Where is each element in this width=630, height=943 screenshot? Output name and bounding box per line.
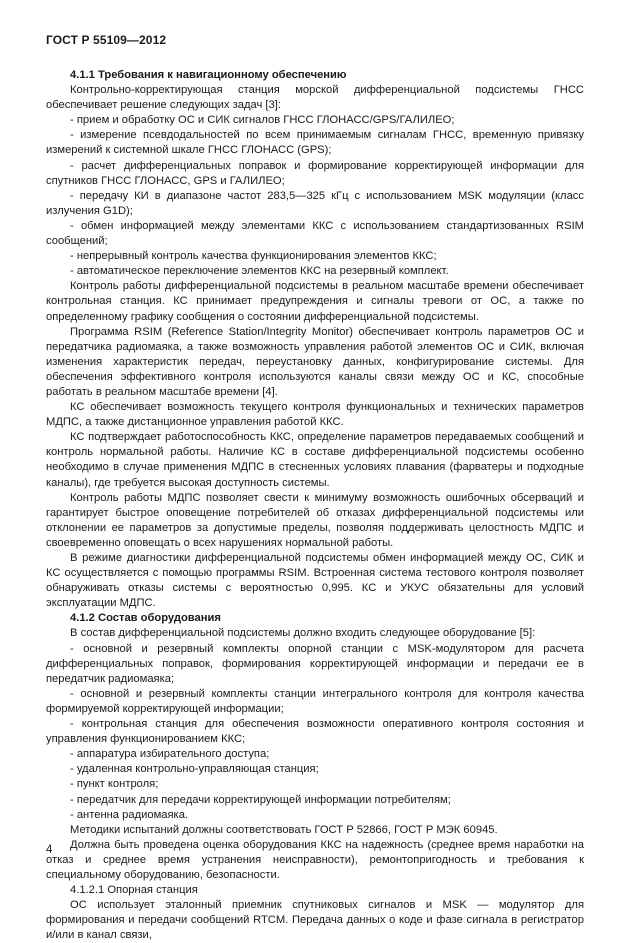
list-item: - передатчик для передачи корректирующей информации потребителям; — [70, 793, 451, 806]
paragraph: КС подтверждает работоспособность ККС, определение параметров передаваемых сообщений и контроль нормальной работы. Наличие КС в составе дифференциальной подсистемы особенно необходимо в случае применения МДПС в стесненных условиях плавания (фарватеры и подходные каналы), где требуется высокая доступность системы. — [46, 431, 584, 489]
section-heading: 4.1.1 Требования к навигационному обеспечению — [70, 69, 347, 81]
list-item: - удаленная контрольно-управляющая станция; — [70, 763, 319, 776]
paragraph: КС обеспечивает возможность текущего контроля функциональных и технических параметров МДПС, а также дистанционное управления работой ККС. — [46, 401, 584, 429]
paragraph: Методики испытаний должны соответствовать ГОСТ Р 52866, ГОСТ Р МЭК 60945. — [70, 823, 498, 836]
list-item: - прием и обработку ОС и СИК сигналов ГНСС ГЛОНАСС/GPS/ГАЛИЛЕО; — [70, 114, 455, 127]
paragraph: Контроль работы дифференциальной подсистемы в реальном масштабе времени обеспечивает контрольная станция. КС принимает предупреждения и сигналы тревоги от ОС, а также по определенному графику сообщения о состоянии дифференциальной подсистемы. — [46, 280, 584, 323]
list-item: - аппаратура избирательного доступа; — [70, 748, 270, 761]
list-item: - контрольная станция для обеспечения возможности оперативного контроля состояния и управления функционированием ККС; — [46, 718, 584, 746]
list-item: - расчет дифференциальных поправок и формирование корректирующей информации для спутников ГНСС ГЛОНАСС, GPS и ГАЛИЛЕО; — [46, 159, 584, 187]
list-item: - передачу КИ в диапазоне частот 283,5—325 кГц с использованием MSK модуляции (класс излучения G1D); — [46, 189, 584, 217]
list-item: - автоматическое переключение элементов ККС на резервный комплект. — [70, 265, 449, 278]
list-item: - пункт контроля; — [70, 778, 159, 791]
list-item: - обмен информацией между элементами ККС с использованием стандартизованных RSIM сообщений; — [46, 219, 584, 248]
list-item: - измерение псевдодальностей по всем принимаемым сигналам ГНСС, временную привязку измерений к системной шкале ГНСС ГЛОНАСС (GPS); — [46, 129, 584, 157]
paragraph: Контроль работы МДПС позволяет свести к минимуму возможность ошибочных обсерваций и гарантирует быстрое оповещение потребителей об отказах дифференциальной подсистемы или отклонении ее параметров за допустимые пределы, позволяя поддерживать целостность МДПС и своевременно оповещать о всех нарушениях нормальной работы. — [46, 491, 584, 549]
page-number: 4 — [46, 844, 53, 856]
paragraph: Должна быть проведена оценка оборудования ККС на надежность (среднее время наработки на отказ и среднее время устранения неисправности), ремонтопригодность и требования к специальному оборудованию, безопасности. — [46, 838, 584, 881]
section-heading: 4.1.2 Состав оборудования — [70, 612, 221, 625]
paragraph: В режиме диагностики дифференциальной подсистемы обмен информацией между ОС, СИК и КС осуществляется с помощью программы RSIM. Встроенная система тестового контроля позволяет обнаруживать отказы системы с вероятностью 0,995. КС и УКУС обязательны для условий эксплуатации МДПС. — [46, 552, 584, 610]
list-item: - антенна радиомаяка. — [70, 808, 189, 821]
document-code-header: ГОСТ Р 55109—2012 — [46, 33, 167, 47]
subsection-heading: 4.1.2.1 Опорная станция — [70, 884, 198, 897]
paragraph: В состав дифференциальной подсистемы должно входить следующее оборудование [5]: — [70, 627, 536, 640]
paragraph: Контрольно-корректирующая станция морской дифференциальной подсистемы ГНСС обеспечивает решение следующих задач [3]: — [46, 84, 584, 112]
page-body — [46, 68, 584, 943]
list-item: - основной и резервный комплекты станции интегрального контроля для контроля качества формируемой корректирующей информации; — [46, 687, 584, 715]
list-item: - основной и резервный комплекты опорной станции с MSK-модулятором для расчета дифференциальных поправок, формирования корректирующей информации и передачи ее в передатчик радиомаяка; — [46, 642, 584, 685]
paragraph: Программа RSIM (Reference Station/Integrity Monitor) обеспечивает контроль параметров ОС и передатчика радиомаяка, а также возможность управления работой элементов ОС и СИК, включая изменения характеристик передач, переустановку данных, конфигурирование системы. Для обеспечения эффективного контроля используются каналы связи между ОС и КС, способные работать в реальном масштабе времени [4]. — [46, 325, 584, 398]
list-item: - непрерывный контроль качества функционирования элементов ККС; — [70, 250, 437, 263]
paragraph: ОС использует эталонный приемник спутниковых сигналов и MSK — модулятор для формирования и передачи сообщений RTCM. Передача данных о коде и фазе сигнала в регистратор и/или в канал связи, — [46, 899, 584, 942]
